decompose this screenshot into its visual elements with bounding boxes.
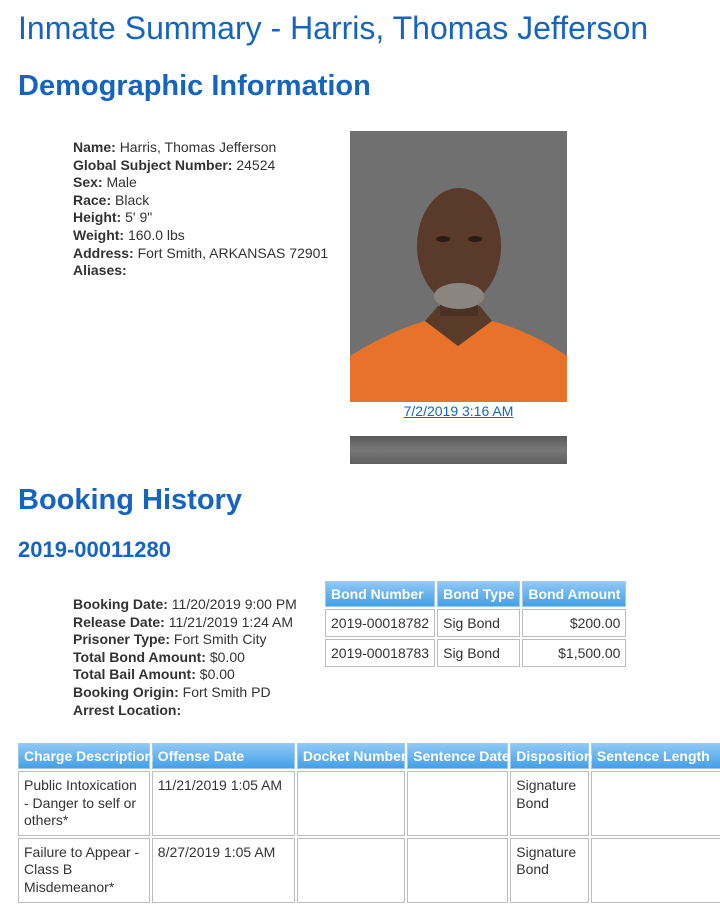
field-value: Black	[115, 191, 150, 208]
field-value: Male	[106, 174, 137, 191]
field-height	[73, 209, 328, 227]
field-label: Booking Date:	[73, 596, 168, 612]
field-label: Total Bond Amount:	[73, 648, 206, 665]
field-name	[73, 139, 328, 157]
field-prisoner-type	[73, 631, 297, 649]
disposition-cell: Signature Bond	[510, 771, 589, 836]
sentence-length-header[interactable]: Sentence Length	[591, 743, 720, 769]
sentence-length-cell	[591, 838, 720, 903]
field-value: 11/21/2019 1:24 AM	[168, 613, 294, 630]
booking-number: 2019-00011280	[18, 537, 171, 562]
field-label: Height:	[73, 209, 122, 226]
field-arrest-location	[73, 702, 297, 720]
charge-description-header[interactable]: Charge Description	[18, 743, 150, 769]
bond-number-cell: 2019-00018782	[325, 609, 435, 637]
field-value: Fort Smith City	[173, 631, 267, 648]
booking-fields	[73, 596, 297, 719]
field-value: 160.0 lbs	[127, 226, 185, 243]
docket-number-header[interactable]: Docket Number	[297, 743, 405, 769]
field-label: Global Subject Number:	[73, 156, 233, 173]
charge-description-cell: Public Intoxication - Danger to self or others*	[18, 771, 150, 836]
mugshot-illustration	[350, 131, 567, 402]
charges-table	[16, 741, 720, 905]
field-label: Arrest Location:	[73, 701, 182, 718]
booking-history-heading: Booking History	[18, 484, 242, 516]
offense-date-cell: 11/21/2019 1:05 AM	[152, 771, 295, 836]
field-label: Release Date:	[73, 613, 165, 630]
offense-date-header[interactable]: Offense Date	[152, 743, 295, 769]
field-total-bail-amount	[73, 666, 297, 684]
bond-number-header[interactable]: Bond Number	[325, 581, 435, 607]
sentence-date-cell	[407, 771, 508, 836]
field-label: Aliases:	[73, 262, 127, 279]
field-label: Booking Origin:	[73, 683, 179, 700]
bond-amount-header[interactable]: Bond Amount	[522, 581, 626, 607]
field-value: Harris, Thomas Jefferson	[119, 139, 277, 155]
table-row	[325, 639, 626, 667]
table-row	[18, 838, 720, 903]
bond-type-cell: Sig Bond	[437, 609, 520, 637]
mugshot-photo[interactable]	[350, 131, 567, 402]
table-row	[18, 771, 720, 836]
bond-table	[323, 579, 628, 669]
charge-description-cell: Failure to Appear - Class B Misdemeanor*	[18, 838, 150, 903]
page-title: Inmate Summary - Harris, Thomas Jefferson	[18, 10, 649, 46]
field-value: Fort Smith, ARKANSAS 72901	[137, 244, 329, 261]
disposition-header[interactable]: Disposition	[510, 743, 589, 769]
field-aliases	[73, 262, 328, 280]
field-label: Prisoner Type:	[73, 631, 170, 648]
field-value: $0.00	[209, 648, 245, 665]
sentence-date-cell	[407, 838, 508, 903]
field-value: 24524	[236, 156, 276, 173]
field-value: 5' 9"	[125, 209, 153, 226]
field-label: Sex:	[73, 174, 103, 191]
field-sex	[73, 174, 328, 192]
docket-number-cell	[297, 771, 405, 836]
sentence-length-cell	[591, 771, 720, 836]
field-weight	[73, 227, 328, 245]
offense-date-cell: 8/27/2019 1:05 AM	[152, 838, 295, 903]
field-booking-origin	[73, 684, 297, 702]
field-booking-date	[73, 596, 297, 614]
photo-date-link[interactable]: 7/2/2019 3:16 AM	[403, 403, 514, 419]
table-row	[325, 609, 626, 637]
field-race	[73, 192, 328, 210]
field-total-bond-amount	[73, 649, 297, 667]
field-release-date	[73, 614, 297, 632]
field-label: Weight:	[73, 226, 125, 243]
field-label: Address:	[73, 244, 134, 261]
bond-amount-cell: $200.00	[522, 609, 626, 637]
field-value: $0.00	[199, 666, 235, 683]
bond-number-cell: 2019-00018783	[325, 639, 435, 667]
field-global-subject-number	[73, 157, 328, 175]
field-value: 11/20/2019 9:00 PM	[171, 596, 297, 612]
field-label: Race:	[73, 191, 112, 208]
demographic-heading: Demographic Information	[18, 70, 371, 102]
field-address	[73, 245, 328, 263]
bond-type-cell: Sig Bond	[437, 639, 520, 667]
bond-type-header[interactable]: Bond Type	[437, 581, 520, 607]
field-label: Name:	[73, 139, 116, 155]
bond-amount-cell: $1,500.00	[522, 639, 626, 667]
demographic-fields	[73, 139, 328, 280]
sentence-date-header[interactable]: Sentence Date	[407, 743, 508, 769]
field-value: Fort Smith PD	[182, 683, 271, 700]
charges-table-header-row	[18, 743, 720, 769]
docket-number-cell	[297, 838, 405, 903]
field-label: Total Bail Amount:	[73, 666, 196, 683]
disposition-cell: Signature Bond	[510, 838, 589, 903]
second-photo-thumbnail[interactable]	[350, 436, 567, 464]
bond-table-header-row	[325, 581, 626, 607]
